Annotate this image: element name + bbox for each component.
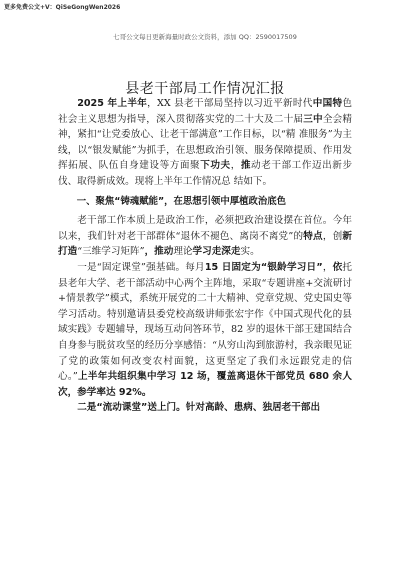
document-body <box>58 96 352 416</box>
text-run: ， <box>230 160 241 172</box>
section-heading-1 <box>58 194 352 210</box>
bold-run: 三中 <box>303 113 323 125</box>
bold-run: 高龄、患病、独居老干部出 <box>204 402 321 414</box>
bold-run: 二是“流动课堂”送上门。针对 <box>77 402 205 414</box>
bold-run: 新打造 <box>58 230 353 258</box>
text-run: “三维学习矩阵” <box>77 246 145 258</box>
text-run: 全会精神，紧扣“让党委放心、让老干部满意”工作目标，以“精 准服务”为主线，以“银发赋能”为抓手，在思想政治引领、服务保障提质、作用发挥拓展、队伍自身建设等方面聚 <box>58 113 353 172</box>
bold-run: 2025 年上半年 <box>77 98 148 109</box>
text-run: 理论 <box>173 246 193 258</box>
bold-run: 特点 <box>303 230 323 242</box>
bold-run: 学 <box>192 246 203 258</box>
bold-run: ，推动 <box>144 246 174 258</box>
text-run: 实。 <box>240 246 260 258</box>
top-watermark-note: 更多免费公文+V：QiSeGongWen2026 <box>4 4 121 11</box>
document-title: 县老干部局工作情况汇报 <box>125 81 285 97</box>
paragraph-intro <box>58 96 352 190</box>
paragraph-mobile-classroom <box>58 400 352 416</box>
text-run: ，创 <box>322 230 343 242</box>
bold-run: 下功夫 <box>200 160 231 172</box>
bold-run: 推 <box>240 160 252 172</box>
header-sub-note: 七哥公文每日更新海量时政公文资料，添加 QQ：2590017509 <box>113 33 297 41</box>
heading-run: ，在思想引领中厚植政治底色 <box>164 195 287 207</box>
bold-run: 中国特 <box>312 98 343 109</box>
bold-run: 依 <box>332 261 343 273</box>
text-run: 动老干部工作迈出新步伐、取得新成效。现将上半年工作情况总 结如下。 <box>58 160 353 187</box>
text-run: 老干部工作本质上是政治工作，必须把政治建设摆在首位。今年以来，我们针对老干部群体“退休不褪色、离岗不离党”的 <box>58 215 352 242</box>
bold-run: 上半年共组织集中学习 12 场，覆盖离退休干部党员 680 余人次，参学率达 92%。 <box>58 371 352 398</box>
text-run: ，XX 县老干部局坚持以习近平新时代 <box>147 98 313 109</box>
paragraph-fixed-classroom <box>58 260 352 400</box>
paragraph-political-work <box>58 213 352 260</box>
heading-run: 一、聚焦“铸魂赋能” <box>76 195 165 207</box>
text-run: 一是“固定课堂”强基础。每月 <box>77 261 205 273</box>
bold-run: 15 日固定为 <box>204 261 261 273</box>
text-run: 色社会主义思想为指导，深入贯彻落实党的二十大及二十届 <box>58 98 353 125</box>
text-run: ， <box>322 261 333 273</box>
bold-run: 习走深走 <box>202 246 241 258</box>
text-run: 托县老年大学、老干部活动中心两个主阵地，采取“专题讲座+交流研讨+情景教学”模式，系统开展党的二十大精神、党章党规、党史国史等学习活动。特别邀请县委党校高级讲师张宏宇作《中国式现代化的县域实践》专题辅导，现场互动问答环节，82 岁的退休干部王建国结合自身参与脱贫攻坚的经历分享感悟：“从穷山沟到旅游村，我亲眼见证了党的政策如何改变农村面貌，这更坚定了我们永远跟党走的信心。” <box>58 261 353 383</box>
bold-run: “银龄学习日” <box>260 261 323 273</box>
